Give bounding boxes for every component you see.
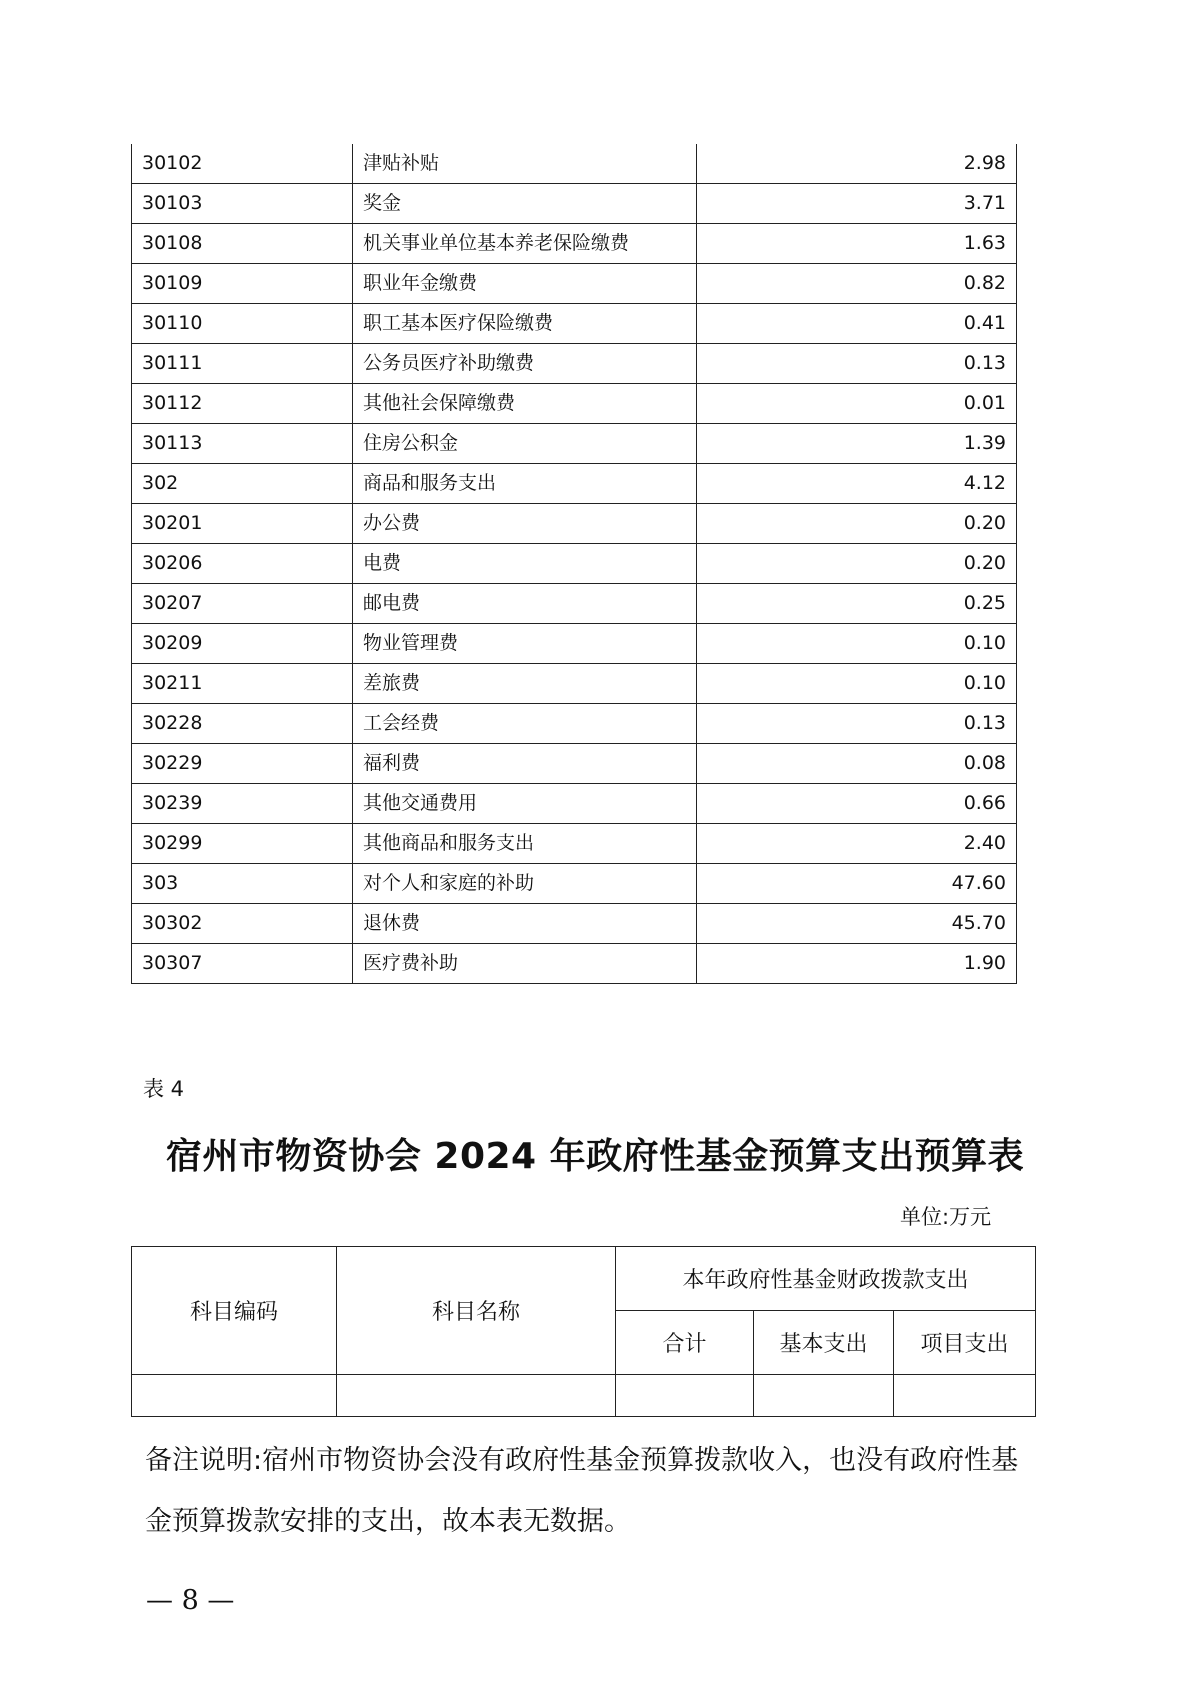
- table-row: [132, 704, 1017, 744]
- name-cell: 机关事业单位基本养老保险缴费: [353, 224, 697, 264]
- expense-detail-table: [131, 144, 1017, 984]
- name-cell: 电费: [353, 544, 697, 584]
- table-row: [132, 904, 1017, 944]
- name-cell: 其他商品和服务支出: [353, 824, 697, 864]
- name-cell: 奖金: [353, 184, 697, 224]
- code-cell: 30201: [132, 504, 353, 544]
- code-cell: 30108: [132, 224, 353, 264]
- name-cell: 工会经费: [353, 704, 697, 744]
- amount-cell: 0.10: [697, 664, 1017, 704]
- amount-cell: 1.39: [697, 424, 1017, 464]
- amount-cell: 1.90: [697, 944, 1017, 984]
- table-label: 表 4: [143, 1077, 185, 1101]
- code-cell: 30111: [132, 344, 353, 384]
- amount-cell: 0.82: [697, 264, 1017, 304]
- table-row: [132, 384, 1017, 424]
- header-project: 项目支出: [894, 1311, 1036, 1375]
- amount-cell: 0.66: [697, 784, 1017, 824]
- table-row: [132, 744, 1017, 784]
- code-cell: 30112: [132, 384, 353, 424]
- table-row: [132, 544, 1017, 584]
- table-row: [132, 304, 1017, 344]
- code-cell: 30110: [132, 304, 353, 344]
- name-cell: 其他社会保障缴费: [353, 384, 697, 424]
- code-cell: 30209: [132, 624, 353, 664]
- name-cell: 邮电费: [353, 584, 697, 624]
- table-title: 宿州市物资协会 2024 年政府性基金预算支出预算表: [165, 1136, 1025, 1177]
- code-cell: 30206: [132, 544, 353, 584]
- amount-cell: 47.60: [697, 864, 1017, 904]
- amount-cell: 0.20: [697, 544, 1017, 584]
- name-cell: 退休费: [353, 904, 697, 944]
- code-cell: 30113: [132, 424, 353, 464]
- table-row: [132, 184, 1017, 224]
- table-row: [132, 464, 1017, 504]
- name-cell: 公务员医疗补助缴费: [353, 344, 697, 384]
- amount-cell: 0.13: [697, 704, 1017, 744]
- code-cell: 30229: [132, 744, 353, 784]
- code-cell: 30103: [132, 184, 353, 224]
- empty-cell: [132, 1375, 337, 1417]
- code-cell: 30239: [132, 784, 353, 824]
- amount-cell: 1.63: [697, 224, 1017, 264]
- name-cell: 医疗费补助: [353, 944, 697, 984]
- table-row: [132, 864, 1017, 904]
- amount-cell: 3.71: [697, 184, 1017, 224]
- empty-cell: [616, 1375, 754, 1417]
- table-row: [132, 824, 1017, 864]
- table-row: [132, 224, 1017, 264]
- amount-cell: 0.41: [697, 304, 1017, 344]
- table-row: [132, 624, 1017, 664]
- code-cell: 30211: [132, 664, 353, 704]
- amount-cell: 2.98: [697, 144, 1017, 184]
- name-cell: 职业年金缴费: [353, 264, 697, 304]
- table-row: [132, 584, 1017, 624]
- name-cell: 津贴补贴: [353, 144, 697, 184]
- amount-cell: 4.12: [697, 464, 1017, 504]
- name-cell: 差旅费: [353, 664, 697, 704]
- empty-cell: [337, 1375, 616, 1417]
- amount-cell: 0.10: [697, 624, 1017, 664]
- table-row: [132, 504, 1017, 544]
- empty-cell: [754, 1375, 894, 1417]
- name-cell: 物业管理费: [353, 624, 697, 664]
- code-cell: 303: [132, 864, 353, 904]
- code-cell: 30207: [132, 584, 353, 624]
- name-cell: 福利费: [353, 744, 697, 784]
- code-cell: 30299: [132, 824, 353, 864]
- code-cell: 302: [132, 464, 353, 504]
- table-row: [132, 664, 1017, 704]
- table-row: [132, 944, 1017, 984]
- name-cell: 商品和服务支出: [353, 464, 697, 504]
- remark-text: 备注说明:宿州市物资协会没有政府性基金预算拨款收入，也没有政府性基金预算拨款安排的支出，故本表无数据。: [145, 1445, 1019, 1537]
- name-cell: 职工基本医疗保险缴费: [353, 304, 697, 344]
- amount-cell: 0.08: [697, 744, 1017, 784]
- header-group: 本年政府性基金财政拨款支出: [616, 1247, 1036, 1311]
- header-name: 科目名称: [337, 1247, 616, 1375]
- amount-cell: 45.70: [697, 904, 1017, 944]
- amount-cell: 0.20: [697, 504, 1017, 544]
- unit-label: 单位:万元: [900, 1205, 992, 1229]
- fund-budget-table: [131, 1246, 1036, 1417]
- code-cell: 30228: [132, 704, 353, 744]
- table-row: [132, 344, 1017, 384]
- amount-cell: 0.01: [697, 384, 1017, 424]
- header-code: 科目编码: [132, 1247, 337, 1375]
- amount-cell: 0.13: [697, 344, 1017, 384]
- table-row: [132, 784, 1017, 824]
- amount-cell: 2.40: [697, 824, 1017, 864]
- table-row: [132, 144, 1017, 184]
- table-row: [132, 264, 1017, 304]
- amount-cell: 0.25: [697, 584, 1017, 624]
- code-cell: 30307: [132, 944, 353, 984]
- empty-row: [132, 1375, 1036, 1417]
- header-basic: 基本支出: [754, 1311, 894, 1375]
- name-cell: 住房公积金: [353, 424, 697, 464]
- page-number: — 8 —: [146, 1585, 235, 1616]
- name-cell: 办公费: [353, 504, 697, 544]
- code-cell: 30102: [132, 144, 353, 184]
- name-cell: 其他交通费用: [353, 784, 697, 824]
- name-cell: 对个人和家庭的补助: [353, 864, 697, 904]
- empty-cell: [894, 1375, 1036, 1417]
- header-total: 合计: [616, 1311, 754, 1375]
- table-row: [132, 424, 1017, 464]
- code-cell: 30109: [132, 264, 353, 304]
- code-cell: 30302: [132, 904, 353, 944]
